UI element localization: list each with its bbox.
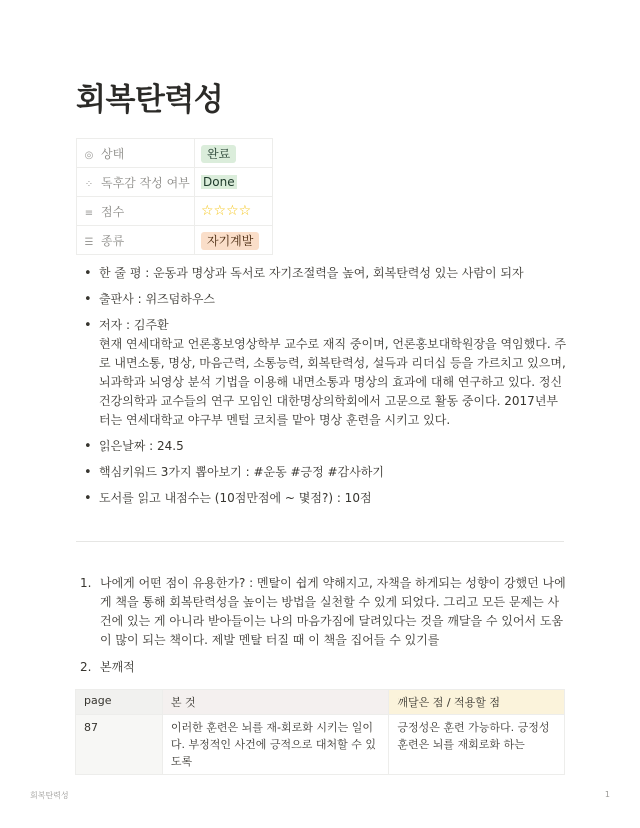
list-icon: ☰ — [84, 236, 94, 248]
properties-table — [76, 138, 273, 255]
page-number: 1 — [604, 790, 610, 799]
property-score[interactable] — [77, 197, 273, 226]
text-lines-icon: ≡ — [84, 207, 94, 219]
property-status[interactable] — [77, 139, 273, 168]
loading-icon: ⁘ — [84, 178, 94, 190]
property-key: 종류 — [101, 233, 125, 248]
review-written-value: Done — [203, 175, 235, 189]
table-header-row — [76, 690, 565, 715]
column-header-page: page — [76, 690, 163, 715]
status-tag: 완료 — [201, 145, 236, 163]
divider — [76, 541, 564, 542]
numbered-item: 2. 본깨적 — [80, 660, 135, 674]
table-cell[interactable]: 긍정성은 훈련 가능하다. 긍정성 훈련은 뇌를 재회로화 하는 — [389, 715, 565, 775]
status-icon: ◎ — [84, 149, 94, 161]
property-key: 상태 — [101, 146, 125, 161]
category-tag: 자기계발 — [201, 232, 259, 250]
book-info-list — [84, 264, 568, 515]
table-row — [76, 715, 565, 775]
list-item: • 저자 : 김주환 현재 연세대학교 언론홍보영상학부 교수로 재직 중이며, 언론홍보대학원장을 역임했다. 주로 내면소통, 명상, 마음근력, 소통능력, 회복탄력성, 설득과 리더십 등을 가르치고 있으며, 뇌과학과 뇌영상 분석 기법을 이용해 내면소통과 명상의 효과에 대해 연구하고 있다. 정신건강의학과 교수들의 연구 모임인 대한명상의학회에서 고문으로 활동 중이다. 2017년부터는 연세대학교 야구부 멘털 코치를 맡아 명상 훈련을 시키고 있다. — [84, 316, 568, 430]
page-title: 회복탄력성 — [76, 82, 224, 118]
list-item: • 도서를 읽고 내점수는 (10점만점에 ~ 몇점?) : 10점 — [84, 489, 568, 508]
list-item: • 핵심키워드 3가지 뽑아보기 : #운동 #긍정 #감사하기 — [84, 463, 568, 482]
property-key: 점수 — [101, 204, 125, 219]
list-item: • 읽은날짜 : 24.5 — [84, 437, 568, 456]
column-header-seen: 본 것 — [162, 690, 388, 715]
review-table — [75, 689, 565, 775]
property-review-written[interactable] — [77, 168, 273, 197]
star-rating: ☆☆☆☆ — [201, 203, 252, 219]
property-category[interactable] — [77, 226, 273, 255]
author-description: 현재 연세대학교 언론홍보영상학부 교수로 재직 중이며, 언론홍보대학원장을 역임했다. 주로 내면소통, 명상, 마음근력, 소통능력, 회복탄력성, 설득과 리더십 등을 가르치고 있으며, 뇌과학과 뇌영상 분석 기법을 이용해 내면소통과 명상의 효과에 대해 연구하고 있다. 정신건강의학과 교수들의 연구 모임인 대한명상의학회에서 고문으로 활동 중이다. 2017년부터는 연세대학교 야구부 멘털 코치를 맡아 명상 훈련을 시키고 있다. — [99, 337, 567, 427]
table-cell[interactable]: 87 — [76, 715, 163, 775]
reflection-list — [80, 574, 568, 685]
list-item: • 출판사 : 위즈덤하우스 — [84, 290, 568, 309]
column-header-insight: 깨달은 점 / 적용할 점 — [389, 690, 565, 715]
footer-title: 회복탄력성 — [30, 791, 69, 800]
numbered-item: 1. 나에게 어떤 점이 유용한가? : 멘탈이 쉽게 약해지고, 자책을 하게되는 성향이 강했던 나에게 책을 통해 회복탄력성을 높이는 방법을 실천할 수 있게 되었다. 그리고 모든 문제는 사건에 있는 게 아니라 받아들이는 나의 마음가짐에 달려있다는 것을 깨달을 수 있어서 도움이 많이 되는 책이다. 제발 멘탈 터질 때 이 책을 집어들 수 있기를 — [80, 576, 566, 647]
property-key: 독후감 작성 여부 — [101, 175, 190, 190]
table-cell[interactable]: 이러한 훈련은 뇌를 재-회로화 시키는 일이다. 부정적인 사건에 긍적으로 대처할 수 있도록 — [162, 715, 388, 775]
list-item: • 한 줄 평 : 운동과 명상과 독서로 자기조절력을 높여, 회복탄력성 있는 사람이 되자 — [84, 264, 568, 283]
